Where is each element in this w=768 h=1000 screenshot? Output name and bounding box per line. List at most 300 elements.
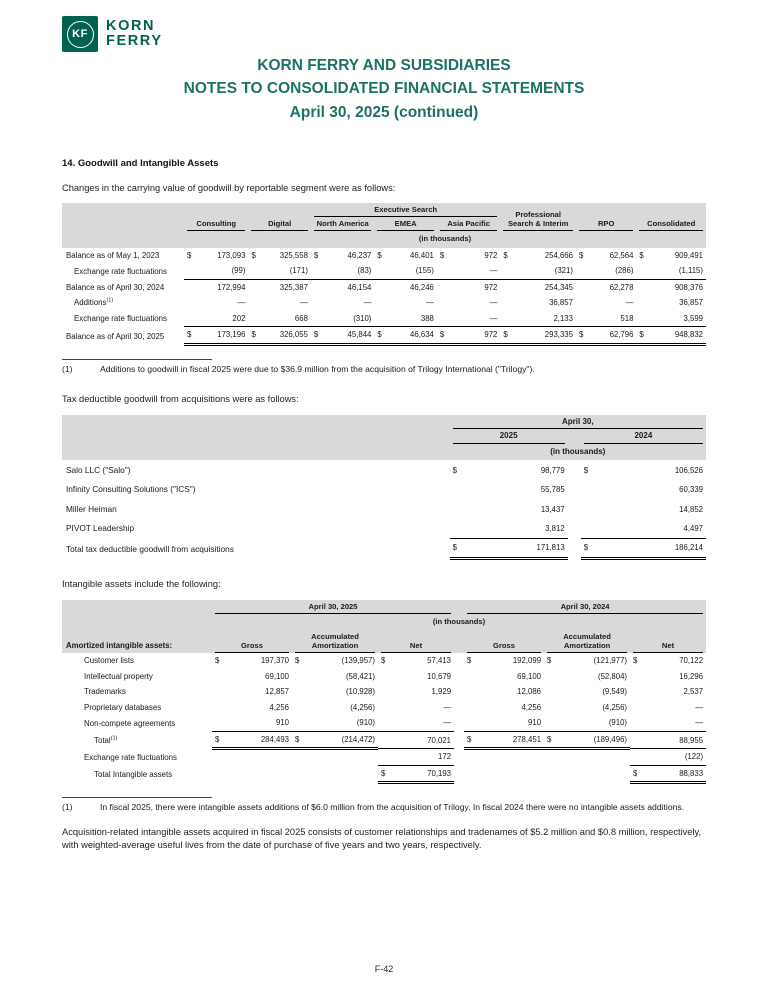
money-cell (311, 311, 374, 327)
money-cell (378, 765, 454, 783)
amount-value: 172,994 (217, 282, 246, 292)
money-cell-content (467, 718, 541, 727)
money-cell (184, 279, 249, 295)
amount-value: 197,370 (260, 656, 289, 666)
empty-header-cell (576, 203, 636, 217)
money-cell-content (633, 736, 703, 745)
money-cell (636, 295, 706, 311)
dollar-sign: $ (313, 330, 319, 340)
page-number: F-42 (374, 964, 394, 974)
money-cell (636, 327, 706, 345)
money-cell-content (579, 314, 633, 323)
amount-value: 278,451 (512, 734, 542, 744)
money-cell-content (503, 283, 573, 292)
row-label-text: Salo LLC ("Salo") (66, 464, 131, 475)
amount-value: 13,437 (540, 504, 565, 514)
table-row (62, 731, 706, 749)
column-header-2024 (581, 429, 706, 444)
money-cell-content (440, 330, 497, 339)
group-header-executive-search (311, 203, 500, 217)
money-cell (576, 311, 636, 327)
column-header-row (62, 429, 706, 444)
money-cell (576, 248, 636, 264)
money-cell (464, 684, 544, 700)
row-label-text: Trademarks (84, 687, 126, 697)
row-label (62, 263, 184, 279)
money-cell (544, 765, 630, 783)
row-label (62, 460, 450, 480)
amount-value: (99) (231, 266, 246, 276)
title-line-notes: NOTES TO CONSOLIDATED FINANCIAL STATEMENTS (183, 80, 585, 98)
header-label: Asia Pacific (440, 217, 497, 231)
money-cell (248, 295, 310, 311)
units-row (62, 444, 706, 461)
row-label-text: Balance as of April 30, 2024 (66, 282, 165, 292)
table-row (62, 248, 706, 264)
money-cell-content (314, 251, 371, 260)
header-label: North America (314, 217, 371, 231)
table-row (62, 765, 706, 783)
row-label-text: Miller Heiman (66, 503, 117, 514)
amount-value: — (300, 298, 308, 308)
money-cell (544, 700, 630, 716)
amount-value: 972 (484, 282, 498, 292)
money-cell (576, 279, 636, 295)
amount-value: 62,796 (609, 330, 634, 340)
money-cell (212, 700, 292, 716)
amount-value: 16,296 (679, 671, 704, 681)
money-cell (248, 311, 310, 327)
money-cell-content (187, 330, 246, 339)
money-cell-content (295, 672, 375, 681)
table-row (62, 700, 706, 716)
amount-value: 12,086 (517, 687, 542, 697)
column-spacer (454, 653, 464, 669)
money-cell (292, 669, 378, 685)
money-cell-content (584, 485, 703, 494)
amount-value: 910 (528, 718, 542, 728)
brand-name-line-2: FERRY (106, 33, 163, 49)
amount-value: 98,779 (540, 465, 565, 475)
money-cell-content (633, 656, 703, 665)
units-label: (in thousands) (212, 614, 706, 630)
amount-value: 518 (620, 313, 634, 323)
group-header-row (62, 600, 706, 614)
amount-value: (155) (415, 266, 434, 276)
amount-value: 62,278 (609, 282, 634, 292)
amount-value: (910) (608, 718, 628, 728)
amount-value: (910) (356, 718, 375, 728)
money-cell (576, 263, 636, 279)
amount-value: 388 (420, 313, 434, 323)
money-cell (630, 653, 706, 669)
amount-value: 173,093 (217, 250, 246, 260)
money-cell-content (467, 735, 541, 744)
amount-value: 326,055 (279, 330, 308, 340)
header-label: April 30, 2024 (467, 600, 703, 614)
dollar-sign: $ (467, 656, 472, 666)
money-cell (500, 279, 576, 295)
money-cell (374, 311, 436, 327)
money-cell (630, 669, 706, 685)
table-row (62, 519, 706, 539)
money-cell (374, 279, 436, 295)
column-spacer (568, 499, 581, 519)
empty-header-cell (62, 203, 184, 217)
column-header (636, 217, 706, 231)
group-header-row (62, 203, 706, 217)
amount-value: 10,679 (427, 671, 452, 681)
amount-value: 46,634 (410, 330, 434, 340)
header-label: 2025 (453, 429, 565, 444)
goodwill-by-segment-table (62, 203, 706, 345)
money-cell (184, 295, 249, 311)
money-cell (544, 669, 630, 685)
amount-value: 88,955 (679, 735, 704, 745)
row-label-text: Exchange rate fluctuations (84, 752, 177, 762)
row-label-text: Intellectual property (84, 671, 153, 681)
money-cell (311, 248, 374, 264)
money-cell-content (251, 298, 307, 307)
money-cell (450, 499, 568, 519)
row-label (62, 311, 184, 327)
money-cell (378, 684, 454, 700)
table-row (62, 460, 706, 480)
amount-value: — (443, 702, 452, 712)
amount-value: — (695, 702, 704, 712)
column-header (630, 630, 706, 653)
money-cell-content (251, 330, 307, 339)
amount-value: (122) (684, 752, 704, 762)
amount-value: (139,957) (341, 656, 375, 666)
money-cell (248, 279, 310, 295)
money-cell-content (639, 298, 703, 307)
money-cell (437, 279, 500, 295)
table-row (62, 480, 706, 500)
money-cell-content (215, 718, 289, 727)
money-cell (184, 248, 249, 264)
column-header-row (62, 217, 706, 231)
money-cell-content (467, 672, 541, 681)
money-cell-content (215, 735, 289, 744)
money-cell-content (314, 330, 371, 339)
money-cell (212, 684, 292, 700)
money-cell-content (381, 687, 451, 696)
empty-header-cell (62, 614, 212, 630)
money-cell (248, 327, 310, 345)
dollar-sign: $ (377, 250, 382, 260)
money-cell-content (314, 298, 371, 307)
money-cell (184, 311, 249, 327)
money-cell-content (440, 266, 497, 275)
money-cell-content (584, 543, 703, 552)
row-group-header-amortized-intangibles: Amortized intangible assets: (62, 630, 212, 653)
amount-value: 172 (438, 752, 452, 762)
amount-value: 909,491 (674, 250, 703, 260)
amount-value: 3,599 (683, 313, 703, 323)
amount-value: 325,387 (279, 282, 308, 292)
row-label-text: Total (94, 736, 111, 746)
amount-value: 70,021 (427, 735, 452, 745)
header-label: April 30, (453, 415, 703, 430)
empty-header-cell (62, 429, 450, 444)
row-label (62, 765, 212, 783)
amount-value: 668 (294, 313, 308, 323)
money-cell (450, 538, 568, 559)
amount-value: (1,115) (678, 266, 703, 276)
dollar-sign: $ (186, 330, 192, 340)
dollar-sign: $ (439, 250, 445, 260)
money-cell (636, 263, 706, 279)
header-label: Accumulated Amortization (547, 630, 627, 653)
dollar-sign: $ (313, 250, 319, 260)
amount-value: (4,256) (350, 702, 375, 712)
header-spacer (568, 429, 581, 444)
amount-value: 12,857 (265, 687, 289, 697)
money-cell (581, 499, 706, 519)
amount-value: 948,832 (674, 330, 703, 340)
money-cell-content (251, 283, 307, 292)
money-cell-content (215, 656, 289, 665)
column-header (378, 630, 454, 653)
amount-value: 106,526 (674, 465, 703, 475)
amount-value: (9,549) (602, 687, 628, 697)
row-label (62, 669, 212, 685)
amount-value: (4,256) (602, 702, 628, 712)
dollar-sign: $ (381, 656, 386, 666)
column-spacer (568, 538, 581, 559)
money-cell (212, 669, 292, 685)
money-cell-content (295, 703, 375, 712)
amount-value: (189,496) (593, 734, 628, 744)
amount-value: 14,852 (679, 504, 703, 514)
money-cell-content (381, 656, 451, 665)
amount-value: 36,857 (549, 298, 573, 308)
header-label: EMEA (377, 217, 433, 231)
amount-value: 3,812 (545, 523, 565, 533)
amount-value: 60,339 (679, 485, 703, 495)
header-label: Gross (215, 639, 289, 653)
money-cell-content (295, 735, 375, 744)
dollar-sign: $ (503, 250, 508, 260)
money-cell-content (503, 266, 573, 275)
amount-value: 69,100 (517, 671, 542, 681)
dollar-sign: $ (381, 768, 386, 778)
money-cell-content (633, 769, 703, 778)
money-cell (450, 460, 568, 480)
money-cell-content (639, 266, 703, 275)
money-cell-content (440, 251, 497, 260)
row-label (62, 279, 184, 295)
money-cell (292, 715, 378, 731)
money-cell (378, 749, 454, 766)
row-label-text: Exchange rate fluctuations (74, 266, 167, 276)
title-line-date: April 30, 2025 (continued) (289, 103, 479, 121)
table-row (62, 295, 706, 311)
empty-header-cell (184, 203, 249, 217)
money-cell (437, 327, 500, 345)
table-row (62, 499, 706, 519)
row-label (62, 480, 450, 500)
money-cell-content (381, 703, 451, 712)
money-cell-content (187, 266, 246, 275)
amount-value: — (489, 266, 498, 276)
money-cell-content (381, 769, 451, 778)
money-cell (311, 327, 374, 345)
money-cell-content (377, 251, 433, 260)
money-cell (464, 731, 544, 749)
footnote-separator-rule (62, 359, 212, 360)
row-label-text: Additions (74, 298, 107, 308)
footnote-marker: (1) (62, 802, 73, 813)
amount-value: — (363, 298, 372, 308)
money-cell-content (503, 251, 573, 260)
row-label (62, 248, 184, 264)
group-header-april-30 (450, 415, 706, 430)
amount-value: 4,256 (269, 702, 289, 712)
money-cell-content (547, 656, 627, 665)
table-row (62, 311, 706, 327)
money-cell-content (547, 672, 627, 681)
intangible-table-grid (62, 600, 706, 784)
amount-value: 173,196 (217, 330, 246, 340)
column-header (311, 217, 374, 231)
money-cell-content (381, 718, 451, 727)
intangible-intro-paragraph: Intangible assets include the following: (62, 579, 221, 590)
money-cell-content (453, 505, 565, 514)
money-cell-content (187, 251, 246, 260)
money-cell-content (467, 703, 541, 712)
footnote-marker: (1) (62, 363, 73, 374)
money-cell-content (453, 524, 565, 533)
amount-value: 46,237 (347, 250, 372, 260)
amount-value: 186,214 (674, 543, 703, 553)
money-cell-content (377, 283, 433, 292)
amount-value: 69,100 (265, 671, 289, 681)
money-cell-content (251, 314, 307, 323)
amount-value: (83) (357, 266, 372, 276)
amount-value: (52,804) (597, 671, 628, 681)
footnote-text: Additions to goodwill in fiscal 2025 were due to $36.9 million from the acquisition of Trilogy International ("Trilogy"). (100, 363, 535, 374)
header-label: Digital (251, 217, 307, 231)
dollar-sign: $ (547, 734, 552, 744)
table-row (62, 538, 706, 559)
column-header (464, 630, 544, 653)
column-header (437, 217, 500, 231)
units-row (62, 231, 706, 247)
money-cell (292, 765, 378, 783)
dollar-sign: $ (547, 656, 552, 666)
money-cell (630, 700, 706, 716)
money-cell (544, 749, 630, 766)
dollar-sign: $ (377, 330, 382, 340)
money-cell (374, 295, 436, 311)
money-cell-content (314, 266, 371, 275)
money-cell-content (547, 718, 627, 727)
row-label (62, 700, 212, 716)
empty-header-cell (62, 415, 450, 430)
dollar-sign: $ (467, 734, 472, 744)
brand-wordmark (106, 19, 163, 49)
money-cell (374, 248, 436, 264)
money-cell-content (579, 251, 633, 260)
amount-value: — (237, 298, 246, 308)
empty-header-cell (636, 203, 706, 217)
group-header-april-30-2025 (212, 600, 454, 614)
amount-value: 70,193 (427, 768, 452, 778)
table-row (62, 263, 706, 279)
amount-value: 293,335 (544, 330, 573, 340)
money-cell-content (633, 703, 703, 712)
column-header-professional-search-interim (500, 203, 576, 231)
column-spacer (454, 765, 464, 783)
tax-goodwill-table-grid (62, 415, 706, 561)
dollar-sign: $ (295, 656, 300, 666)
amount-value: (286) (615, 266, 634, 276)
money-cell-content (633, 672, 703, 681)
column-header-row (62, 630, 706, 653)
money-cell-content (440, 283, 497, 292)
row-label (62, 715, 212, 731)
money-cell-content (377, 298, 433, 307)
money-cell-content (187, 314, 246, 323)
money-cell-content (295, 656, 375, 665)
money-cell-content (547, 687, 627, 696)
row-label: Total$^{(1)}$ (94, 735, 118, 746)
column-header (374, 217, 436, 231)
money-cell (374, 327, 436, 345)
money-cell (581, 519, 706, 539)
amount-value: — (443, 718, 452, 728)
money-cell (500, 295, 576, 311)
money-cell (184, 263, 249, 279)
money-cell-content (584, 505, 703, 514)
money-cell-content (381, 752, 451, 761)
row-label-text: Total tax deductible goodwill from acquisitions (66, 543, 234, 554)
amount-value: 284,493 (260, 734, 289, 744)
intangible-assets-table (62, 600, 706, 784)
money-cell-content (579, 266, 633, 275)
header-label: Executive Search (314, 203, 497, 217)
money-cell (378, 669, 454, 685)
money-cell-content (215, 703, 289, 712)
money-cell-content (314, 283, 371, 292)
money-cell-content (579, 330, 633, 339)
amount-value: 46,154 (347, 282, 372, 292)
money-cell (581, 538, 706, 559)
amount-value: 171,813 (536, 543, 565, 553)
goodwill-footnote (62, 359, 706, 376)
money-cell (292, 749, 378, 766)
units-row (62, 614, 706, 630)
money-cell-content (215, 672, 289, 681)
amount-value: 70,122 (679, 656, 704, 666)
money-cell-content (187, 298, 246, 307)
row-label-text: Balance as of April 30, 2025 (66, 331, 165, 341)
amount-value: (10,928) (345, 687, 375, 697)
column-spacer (454, 684, 464, 700)
money-cell (248, 263, 310, 279)
money-cell (292, 731, 378, 749)
column-header (576, 217, 636, 231)
money-cell (311, 279, 374, 295)
column-header (248, 217, 310, 231)
money-cell-content (639, 314, 703, 323)
kf-monogram-icon: KF (67, 21, 94, 48)
money-cell (212, 653, 292, 669)
dollar-sign: $ (583, 543, 589, 553)
money-cell (450, 480, 568, 500)
